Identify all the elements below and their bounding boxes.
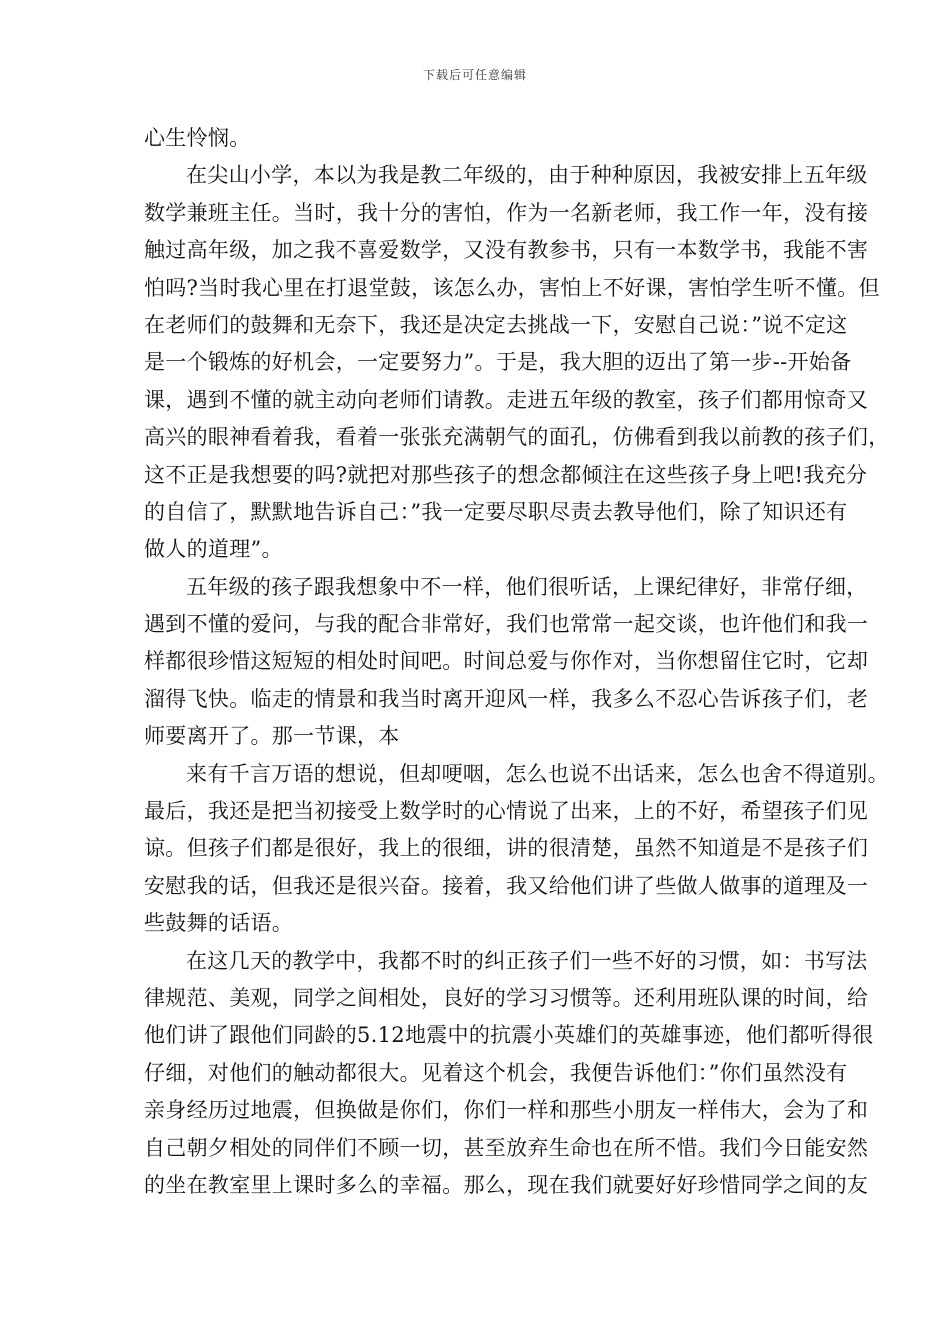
- text-line: 在尖山小学，本以为我是教二年级的，由于种种原因，我被安排上五年级: [186, 163, 868, 188]
- body-text: [144, 120, 890, 1204]
- text-line: 高兴的眼神看着我，看着一张张充满朝气的面孔，仿佛看到我以前教的孩子们，: [144, 425, 890, 450]
- text-line: 的坐在教室里上课时多么的幸福。那么，现在我们就要好好珍惜同学之间的友: [144, 1172, 869, 1197]
- text-line: 来有千言万语的想说，但却哽咽，怎么也说不出话来，怎么也舍不得道别。: [186, 761, 889, 786]
- text-line: 师要离开了。那一节课，本: [144, 724, 400, 749]
- text-line: 最后，我还是把当初接受上数学时的心情说了出来，上的不好，希望孩子们见: [144, 799, 869, 824]
- text-line: 遇到不懂的爱问，与我的配合非常好，我们也常常一起交谈，也许他们和我一: [144, 612, 869, 637]
- text-line: 课，遇到不懂的就主动向老师们请教。走进五年级的教室，孩子们都用惊奇又: [144, 387, 869, 412]
- text-line: 样都很珍惜这短短的相处时间吧。时间总爱与你作对，当你想留住它时，它却: [144, 649, 869, 674]
- text-line: 溜得飞快。临走的情景和我当时离开迎风一样，我多么不忍心告诉孩子们，老: [144, 686, 869, 711]
- text-line: 心生怜悯。: [144, 126, 251, 150]
- text-line: 自己朝夕相处的同伴们不顾一切，甚至放弃生命也在所不惜。我们今日能安然: [144, 1135, 869, 1160]
- text-line: 触过高年级，加之我不喜爱数学，又没有教参书，只有一本数学书，我能不害: [144, 238, 869, 263]
- text-line: 做人的道理”。: [144, 537, 283, 562]
- text-line: 数学兼班主任。当时，我十分的害怕，作为一名新老师，我工作一年，没有接: [144, 200, 869, 225]
- text-line: 是一个锻炼的好机会，一定要努力”。于是，我大胆的迈出了第一步--开始备: [144, 350, 852, 375]
- text-line: 律规范、美观，同学之间相处，良好的学习习惯等。还利用班队课的时间，给: [144, 985, 869, 1010]
- text-line: 安慰我的话，但我还是很兴奋。接着，我又给他们讲了些做人做事的道理及一: [144, 873, 869, 898]
- text-line: 他们讲了跟他们同龄的5.12地震中的抗震小英雄们的英雄事迹，他们都听得很: [144, 1023, 874, 1048]
- text-line: 怕吗?当时我心里在打退堂鼓，该怎么办，害怕上不好课，害怕学生听不懂。但: [144, 275, 880, 300]
- text-line: 些鼓舞的话语。: [144, 911, 294, 936]
- page-header: 下载后可任意编辑: [422, 68, 527, 82]
- text-line: 在老师们的鼓舞和无奈下，我还是决定去挑战一下，安慰自己说：”说不定这: [144, 312, 848, 337]
- text-line: 五年级的孩子跟我想象中不一样，他们很听话，上课纪律好，非常仔细，: [186, 574, 868, 599]
- text-line: 仔细，对他们的触动都很大。见着这个机会，我便告诉他们：”你们虽然没有: [144, 1060, 848, 1085]
- text-line: 这不正是我想要的吗?就把对那些孩子的想念都倾注在这些孩子身上吧!我充分: [144, 462, 868, 487]
- text-line: 在这几天的教学中，我都不时的纠正孩子们一些不好的习惯，如：书写法: [186, 948, 868, 973]
- text-line: 的自信了，默默地告诉自己：”我一定要尽职尽责去教导他们，除了知识还有: [144, 499, 848, 524]
- text-line: 谅。但孩子们都是很好，我上的很细，讲的很清楚，虽然不知道是不是孩子们: [144, 836, 869, 861]
- text-line: 亲身经历过地震，但换做是你们，你们一样和那些小朋友一样伟大，会为了和: [144, 1098, 869, 1123]
